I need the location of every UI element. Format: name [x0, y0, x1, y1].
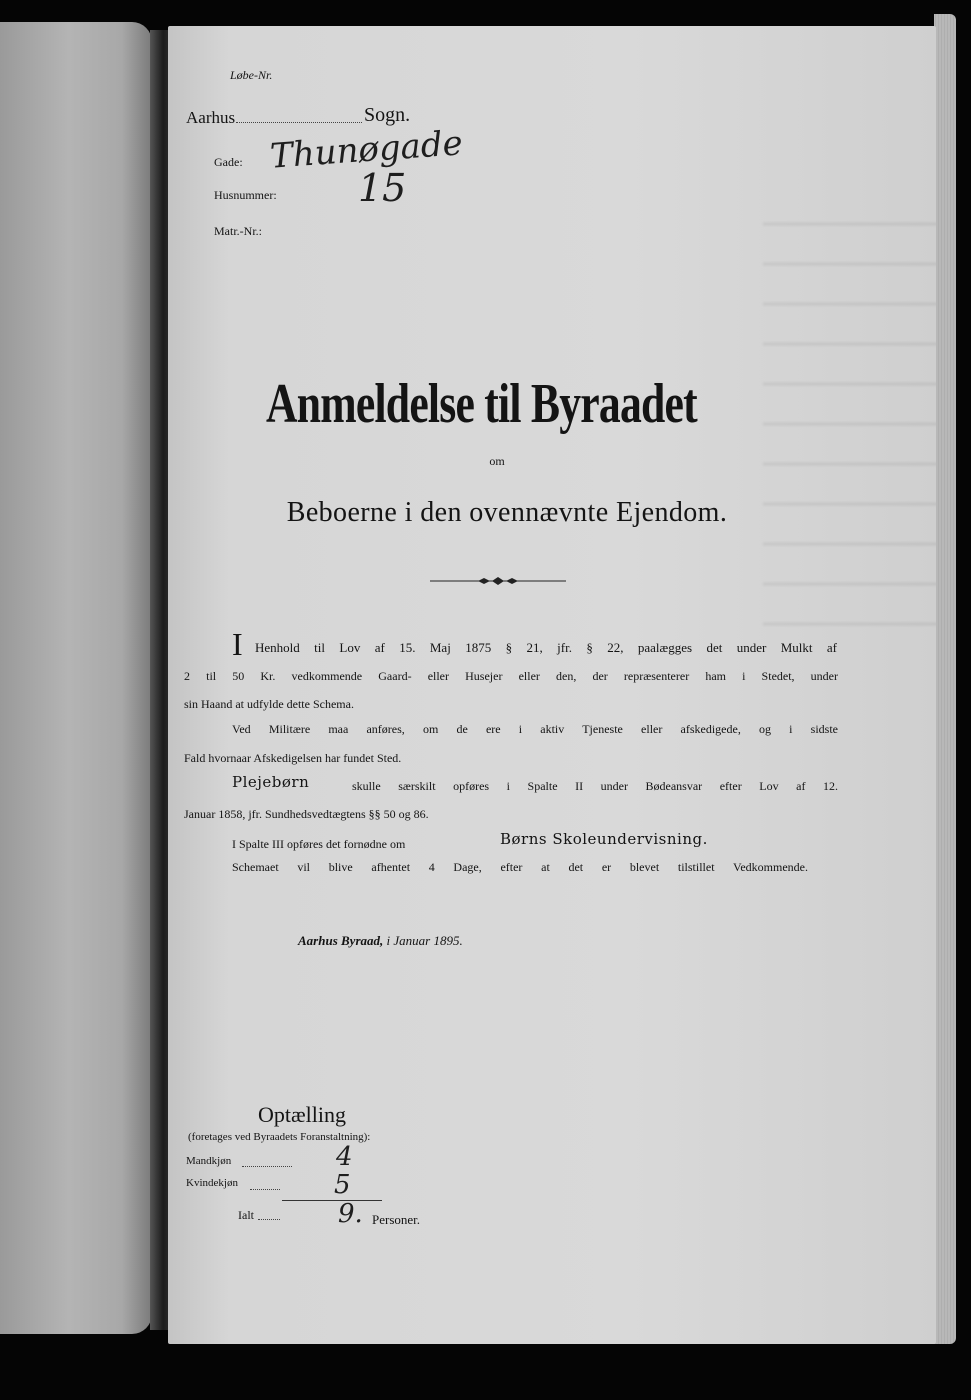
sogn-label: Sogn.	[364, 104, 411, 126]
husnummer-label: Husnummer:	[214, 188, 277, 202]
paragraph-2-line-2: Fald hvornaar Afskedigelsen har fundet Sted.	[184, 751, 402, 765]
husnummer-value-handwritten: 15	[358, 166, 407, 210]
persons-label: Personer.	[372, 1212, 421, 1227]
male-count-handwritten: 4	[336, 1142, 353, 1172]
female-dots	[250, 1189, 280, 1190]
gade-label: Gade:	[214, 155, 243, 169]
page-edges	[934, 14, 956, 1344]
issuer-name: Aarhus Byraad,	[298, 933, 384, 948]
matr-nr-label: Matr.-Nr.:	[214, 224, 262, 238]
female-label: Kvindekjøn	[186, 1177, 238, 1189]
paragraph-1-line-2: 2 til 50 Kr. vedkommende Gaard- eller Husejer eller den, der repræsenterer ham i Stedet, under	[184, 669, 838, 683]
paragraph-1-line-3: sin Haand at udfylde dette Schema.	[184, 697, 354, 711]
paragraph-3-line-2: Januar 1858, jfr. Sundhedsvedtægtens §§ 50 og 86.	[184, 807, 429, 821]
male-label: Mandkjøn	[186, 1155, 232, 1167]
paragraph-1-line-1: Henhold til Lov af 15. Maj 1875 § 21, jfr. § 22, paalægges det under Mulkt af	[255, 640, 837, 655]
loebe-nr-label: Løbe-Nr.	[230, 68, 273, 82]
city-label: Aarhus	[186, 108, 236, 127]
sogn-field-line	[236, 122, 362, 123]
document-subtitle: Beboerne i den ovennævnte Ejendom.	[286, 497, 728, 528]
left-page	[0, 22, 152, 1334]
total-dots	[258, 1219, 280, 1220]
total-count-handwritten: 9.	[338, 1199, 363, 1229]
document-page	[168, 26, 936, 1344]
paragraph-initial: I	[232, 626, 243, 662]
document-title: Anmeldelse til Byraadet	[265, 373, 697, 435]
ornament-divider	[430, 576, 566, 586]
male-dots	[242, 1166, 292, 1167]
paragraph-3-lead: Plejebørn	[232, 773, 310, 791]
issue-date: i Januar 1895.	[386, 933, 463, 948]
female-count-handwritten: 5	[334, 1170, 351, 1200]
paragraph-4-emphasis: Børns Skoleundervisning.	[500, 830, 708, 848]
count-note: (foretages ved Byraadets Foranstaltning):	[188, 1131, 371, 1143]
issuer-signature-line	[298, 933, 463, 949]
paragraph-2-line-1: Ved Militære maa anføres, om de ere i aktiv Tjeneste eller afskedigede, og i sidste	[232, 722, 838, 736]
paragraph-3-line-1: skulle særskilt opføres i Spalte II under Bødeansvar efter Lov af 12.	[352, 779, 838, 793]
sum-line	[282, 1200, 382, 1201]
title-connector: om	[489, 454, 505, 468]
count-heading: Optælling	[258, 1102, 347, 1127]
paragraph-5-line: Schemaet vil blive afhentet 4 Dage, efter at det er blevet tilstillet Vedkommende.	[232, 860, 808, 874]
gade-value-handwritten: Thunøgade	[268, 123, 464, 177]
paragraph-4-text: I Spalte III opføres det fornødne om	[232, 837, 406, 851]
total-label: Ialt	[238, 1208, 254, 1222]
